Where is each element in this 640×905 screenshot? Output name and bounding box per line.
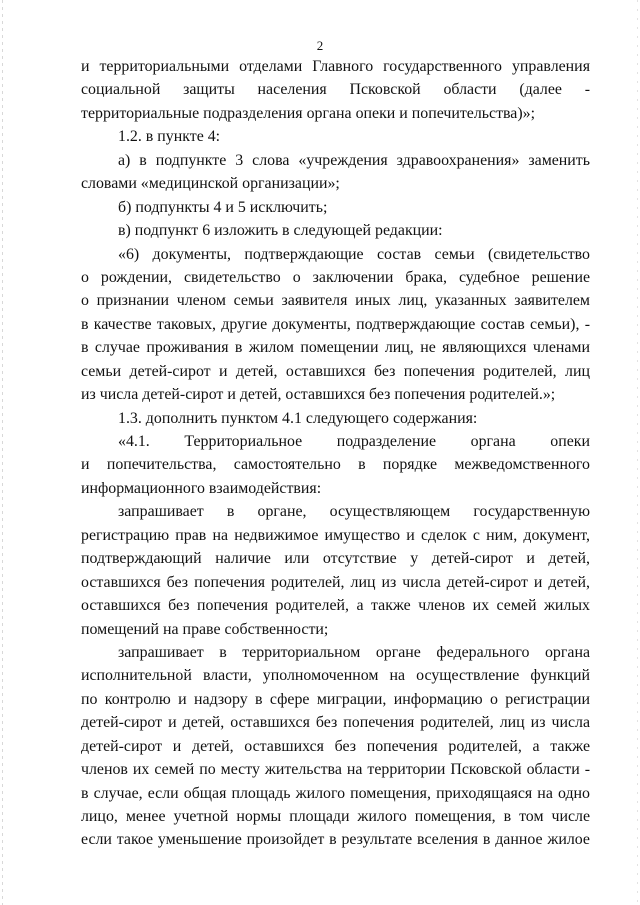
text-line: и попечительства, самостоятельно в порядке межведомственного xyxy=(81,456,590,474)
text-line: о рождении, свидетельство о заключении брака, судебное решение xyxy=(81,268,590,286)
text-line: оставшихся без попечения родителей, лиц из числа детей-сирот и детей, xyxy=(81,573,590,591)
text-line: и территориальными отделами Главного государственного управления xyxy=(81,58,590,75)
text-line: детей-сирот и детей, оставшихся без попечения родителей, а также xyxy=(81,737,590,755)
text-line: детей-сирот и детей, оставшихся без попечения родителей, лиц из числа xyxy=(81,714,590,732)
text-line: а) в подпункте 3 слова «учреждения здравоохранения» заменить xyxy=(118,151,590,169)
text-line: социальной защиты населения Псковской области (далее - xyxy=(81,81,590,99)
document-body xyxy=(81,55,590,852)
text-line: лицо, менее учетной нормы площади жилого помещения, в том числе xyxy=(81,808,590,825)
text-line: словами «медицинской организации»; xyxy=(81,175,340,193)
text-line: запрашивает в территориальном органе федерального органа xyxy=(118,643,590,661)
text-line: 1.3. дополнить пунктом 4.1 следующего содержания: xyxy=(118,409,478,427)
text-line: в случае, если общая площадь жилого помещения, приходящаяся на одно xyxy=(81,784,590,802)
text-line: запрашивает в органе, осуществляющем государственную xyxy=(118,503,590,521)
text-line: б) подпункты 4 и 5 исключить; xyxy=(118,198,328,216)
text-line: в случае проживания в жилом помещении лиц, не являющихся членами xyxy=(81,339,590,357)
text-line: регистрацию прав на недвижимое имущество и сделок с ним, документ, xyxy=(81,526,590,544)
text-line: исполнительной власти, уполномоченном на осуществление функций xyxy=(81,667,590,685)
text-line: из числа детей-сирот и детей, оставшихся без попечения родителей.»; xyxy=(81,386,556,404)
text-line: в качестве таковых, другие документы, подтверждающие состав семьи), - xyxy=(81,315,590,333)
text-line: семьи детей-сирот и детей, оставшихся без попечения родителей, лиц xyxy=(81,362,590,380)
text-line: «4.1. Территориальное подразделение органа опеки xyxy=(118,433,590,450)
text-line: территориальные подразделения органа опеки и попечительства)»; xyxy=(81,104,536,122)
text-line: по контролю и надзору в сфере миграции, информацию о регистрации xyxy=(81,690,590,708)
text-line: подтверждающий наличие или отсутствие у детей-сирот и детей, xyxy=(81,550,590,568)
text-line: в) подпункт 6 изложить в следующей редакции: xyxy=(118,222,443,240)
text-line: членов их семей по месту жительства на территории Псковской области - xyxy=(81,761,590,779)
text-line: 1.2. в пункте 4: xyxy=(118,128,221,146)
text-line: о признании членом семьи заявителя иных лиц, указанных заявителем xyxy=(81,292,590,310)
page-number: 2 xyxy=(316,38,324,53)
scan-edge-right xyxy=(637,0,638,905)
scan-edge-left xyxy=(2,0,3,905)
text-line: «6) документы, подтверждающие состав семьи (свидетельство xyxy=(118,245,590,263)
text-line: оставшихся без попечения родителей, а также членов их семей жилых xyxy=(81,597,590,615)
text-line: если такое уменьшение произойдет в результате вселения в данное жилое xyxy=(81,831,590,849)
text-line: информационного взаимодействия: xyxy=(81,479,322,497)
text-line: помещений на праве собственности; xyxy=(81,620,329,638)
